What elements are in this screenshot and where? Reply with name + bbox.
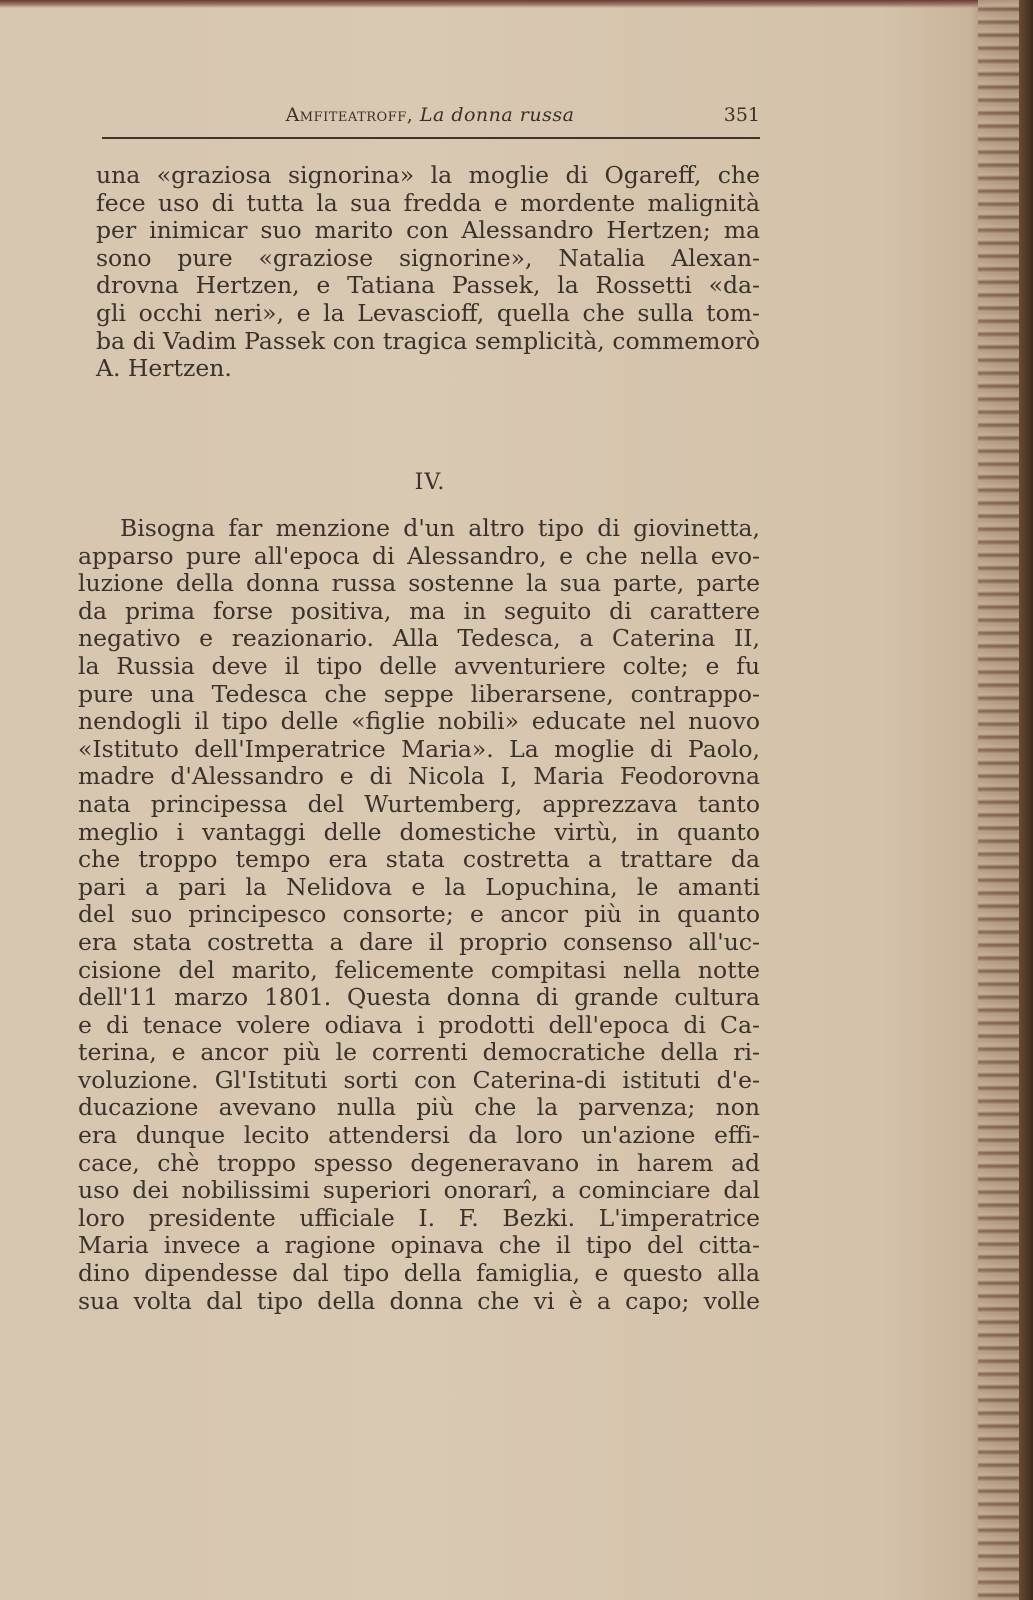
- text-line: loro presidente ufficiale I. F. Bezki. L'imperatrice: [78, 1203, 760, 1232]
- text-line: per inimicar suo marito con Alessandro Hertzen; ma: [96, 216, 760, 245]
- text-line: gli occhi neri», e la Levascioff, quella che sulla tom-: [96, 298, 760, 327]
- text-line: nata principessa del Wurtemberg, apprezzava tanto: [78, 789, 760, 818]
- text-line: del suo principesco consorte; e ancor più in quanto: [78, 900, 760, 929]
- text-line: era dunque lecito attendersi da loro un'azione effi-: [78, 1121, 760, 1150]
- text-line: cace, chè troppo spesso degeneravano in harem ad: [78, 1148, 760, 1177]
- page-number: 351: [723, 104, 760, 126]
- text-line: fece uso di tutta la sua fredda e mordente malignità: [96, 188, 760, 217]
- text-line: che troppo tempo era stata costretta a trattare da: [78, 845, 760, 874]
- text-line: luzione della donna russa sostenne la sua parte, parte: [78, 569, 760, 598]
- text-line: A. Hertzen.: [96, 354, 232, 383]
- text-line: e di tenace volere odiava i prodotti dell'epoca di Ca-: [78, 1010, 760, 1039]
- paragraph-2: [78, 515, 760, 1315]
- running-head-author: Amfiteatroff,: [285, 104, 414, 126]
- text-line: cisione del marito, felicemente compitasi nella notte: [78, 955, 760, 984]
- section-heading: IV.: [414, 470, 446, 495]
- text-line: voluzione. Gl'Istituti sorti con Caterina-di istituti d'e-: [78, 1065, 760, 1094]
- book-cover-edge: [1019, 0, 1033, 1600]
- text-line: drovna Hertzen, e Tatiana Passek, la Rossetti «da-: [96, 271, 760, 300]
- text-line: sono pure «graziose signorine», Natalia Alexan-: [96, 243, 760, 272]
- text-line: meglio i vantaggi delle domestiche virtù, in quanto: [78, 817, 760, 846]
- text-line: ducazione avevano nulla più che la parvenza; non: [78, 1093, 760, 1122]
- running-head: [100, 104, 760, 134]
- text-line: nendogli il tipo delle «figlie nobili» educate nel nuovo: [78, 707, 760, 736]
- text-line: sua volta dal tipo della donna che vi è a capo; volle: [78, 1286, 760, 1315]
- text-line: dell'11 marzo 1801. Questa donna di grande cultura: [78, 983, 760, 1012]
- paragraph-1: [96, 162, 760, 383]
- running-head-book-title: La donna russa: [419, 104, 575, 126]
- text-line: Maria invece a ragione opinava che il tipo del citta-: [78, 1231, 760, 1260]
- text-line: una «graziosa signorina» la moglie di Ogareff, che: [96, 161, 760, 189]
- text-line: era stata costretta a dare il proprio consenso all'uc-: [78, 927, 760, 956]
- text-line: apparso pure all'epoca di Alessandro, e che nella evo-: [78, 541, 760, 570]
- text-line: pari a pari la Nelidova e la Lopuchina, le amanti: [78, 872, 760, 901]
- running-head-title: [100, 104, 760, 126]
- text-line: ba di Vadim Passek con tragica semplicità, commemorò: [96, 326, 760, 355]
- text-line: pure una Tedesca che seppe liberarsene, contrappo-: [78, 679, 760, 708]
- text-line: uso dei nobilissimi superiori onorarî, a cominciare dal: [78, 1176, 760, 1205]
- text-line: Bisogna far menzione d'un altro tipo di giovinetta,: [120, 514, 760, 542]
- header-rule: [102, 137, 760, 139]
- text-line: madre d'Alessandro e di Nicola I, Maria Feodorovna: [78, 762, 760, 791]
- page-top-edge: [0, 0, 1033, 8]
- text-line: da prima forse positiva, ma in seguito di carattere: [78, 596, 760, 625]
- text-line: «Istituto dell'Imperatrice Maria». La moglie di Paolo,: [78, 734, 760, 763]
- text-line: la Russia deve il tipo delle avventuriere colte; e fu: [78, 651, 760, 680]
- text-line: terina, e ancor più le correnti democratiche della ri-: [78, 1038, 760, 1067]
- text-line: dino dipendesse dal tipo della famiglia, e questo alla: [78, 1259, 760, 1288]
- text-line: negativo e reazionario. Alla Tedesca, a Caterina II,: [78, 624, 760, 653]
